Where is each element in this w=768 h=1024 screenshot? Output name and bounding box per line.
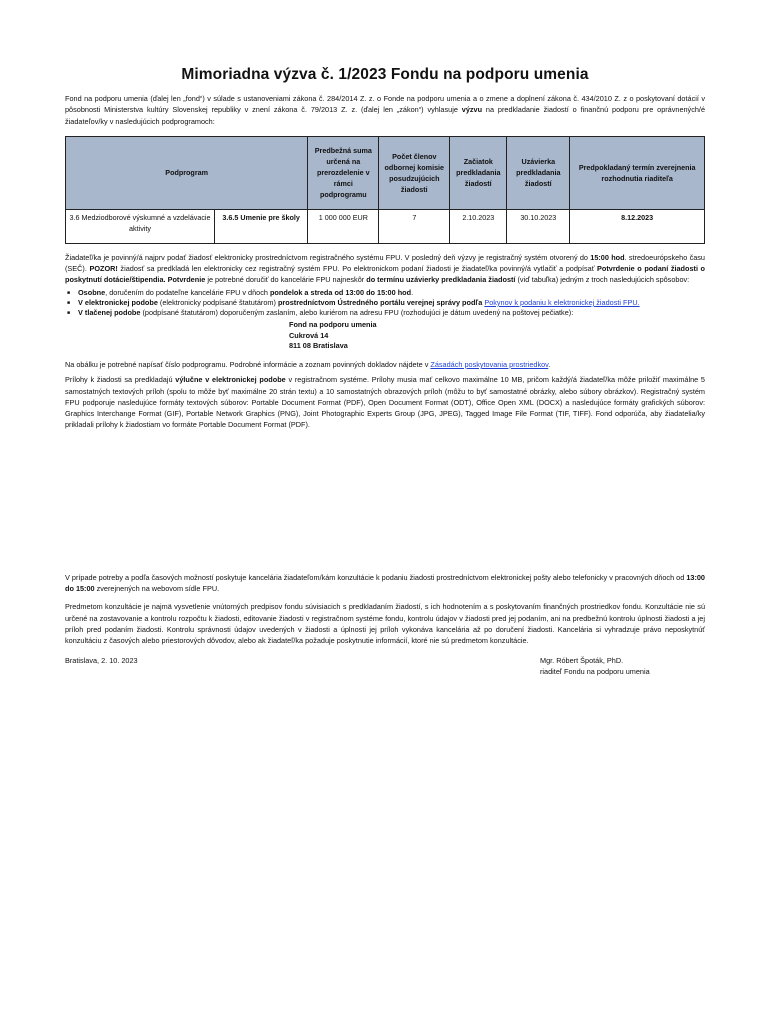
bullet-1-bold: Osobne [78, 287, 106, 297]
header-decision: Predpokladaný termín zverejnenia rozhodnutia riaditeľa [570, 136, 705, 209]
rules-link[interactable]: Zásadách poskytovania prostriedkov [430, 360, 549, 369]
header-start: Začiatok predkladania žiadostí [450, 136, 507, 209]
address-line-2: Cukrová 14 [289, 330, 329, 340]
bullet-2-portal: prostredníctvom Ústredného portálu verejnej správy podľa [277, 297, 485, 307]
attachments-paragraph [65, 374, 705, 430]
cell-start: 2.10.2023 [450, 209, 507, 243]
cell-subprogram: 3.6.5 Umenie pre školy [215, 209, 308, 243]
p3-text-2: v registračnom systéme. Prílohy musia mať celkovo maximálne 10 MB, pričom každý/á žiadateľ/ka môže priložiť maximálne 5 samostatných textových príloh (spolu to môže byť maximálne 20 strán textu) a 10 samostatných obrazových príloh (môžu to byť samostatné obrázky, alebo súbory obrázkov). Registračný systém FPU podporuje nasledujúce formáty textových súborov: Portable Document Format (PDF), Open Document Format (ODT), Office Open XML (DOCX) a nasledujúce formáty grafických súborov: Graphics Interchange Format (GIF), Portable Network Graphics (PNG), Joint Photographic Experts Group (JPG, JPEG), Tagged Image File Format (TIF, TIFF). Fond odporúča, aby žiadatelia/ky prikladali prílohy k žiadostiam vo formáte Portable Document Format (PDF). [65, 375, 705, 430]
bullet-1-end: . [411, 287, 414, 297]
cell-members: 7 [379, 209, 450, 243]
p4-bold-hours: 13:00 do 15:00 [65, 572, 705, 594]
cell-amount: 1 000 000 EUR [308, 209, 379, 243]
p1-text-2: . stredoeurópskeho času (SEČ). [65, 252, 705, 274]
page-title: Mimoriadna výzva č. 1/2023 Fondu na podporu umenia [181, 66, 589, 83]
envelope-paragraph [65, 359, 705, 370]
bullet-3-bold: V tlačenej podobe [78, 308, 141, 318]
p1-text-4: je potrebné doručiť do kancelárie FPU najneskôr [205, 275, 367, 285]
bullet-3-text: (podpísané štatutárom) doporučeným zaslaním, alebo kuriérom na adresu FPU (rozhodujúci je dátum uvedený na poštovej pečiatke): [140, 308, 574, 318]
address-line-1: Fond na podporu umenia [289, 320, 377, 330]
p3-text: Prílohy k žiadosti sa predkladajú [65, 375, 176, 385]
cell-program: 3.6 Medziodborové výskumné a vzdelávacie aktivity [66, 209, 215, 243]
signatory [540, 655, 650, 677]
list-item [78, 288, 705, 298]
p2-end: . [548, 360, 551, 369]
submission-paragraph [65, 252, 705, 286]
table-header-row [66, 136, 705, 209]
consultation-scope-paragraph: Predmetom konzultácie je najmä vysvetlenie vnútorných predpisov fondu súvisiacich s predkladaním žiadostí, s ich hodnotením a s poskytovaním finančných prostriedkov fondu. Konzultácie nie sú určené na zostavovanie a kontrolu rozpočtu k žiadosti, editovanie žiadosti v registračnom systéme fondu, kontrolu údajov v žiadosti pred jej podaním, ani na predbežnú kontrolu úplnosti žiadosti a jej príloh pred podaním žiadosti. Kontrolu správnosti údajov uvedených v žiadosti a úplnosti jej príloh vykonáva kancelária až po doručení žiadosti. Kancelária si vyhradzuje právo neposkytnúť konzultáciu z časových alebo priestorových dôvodov, alebo ak žiadateľ/ka požaduje poskytnutie informácií, ktoré nie sú predmetom konzultácie. [65, 602, 705, 646]
intro-paragraph [65, 93, 705, 127]
bullet-2-text: (elektronicky podpísané štatutárom) [157, 297, 278, 307]
consultation-paragraph [65, 572, 705, 595]
place-date: Bratislava, 2. 10. 2023 [65, 655, 138, 665]
signatory-role: riaditeľ Fondu na podporu umenia [540, 666, 650, 676]
header-deadline: Uzávierka predkladania žiadostí [507, 136, 570, 209]
cell-deadline: 30.10.2023 [507, 209, 570, 243]
p4-text-2: zverejnených na webovom sídle FPU. [94, 584, 220, 594]
intro-text-end: na predkladanie žiadostí o finančnú podporu pre oprávnených/é žiadateľov/ky v nasledujúcich podprogramoch: [65, 105, 705, 126]
signature-block [65, 655, 705, 695]
p1-bold-confirmation: Potvrdenie o podaní žiadosti o poskytnutí dotácie/štipendia. Potvrdenie [65, 264, 706, 285]
table-row [66, 209, 705, 243]
p4-text: V prípade potreby a podľa časových možností poskytuje kancelária žiadateľom/kám konzultácie k podaniu žiadosti prostredníctvom elektronickej pošty alebo telefonicky v pracovných dňoch od [65, 572, 687, 582]
p3-bold: výlučne v elektronickej podobe [175, 375, 286, 385]
p1-bold-deadline: do termínu uzávierky predkladania žiadostí [366, 275, 516, 285]
list-item [78, 308, 705, 318]
subprogram-table [65, 136, 705, 244]
header-podprogram: Podprogram [66, 136, 308, 209]
header-members: Počet členov odbornej komisie posudzujúcich žiadosti [379, 136, 450, 209]
cell-decision: 8.12.2023 [570, 209, 705, 243]
bullet-2-bold: V elektronickej podobe [78, 297, 158, 307]
instructions-link[interactable]: Pokynov k podaniu k elektronickej žiadosti FPU. [484, 297, 640, 307]
postal-address [289, 320, 705, 351]
p1-bold-time: 15:00 hod [590, 252, 625, 262]
p1-text: Žiadateľ/ka je povinný/á najprv podať žiadosť elektronicky prostredníctvom registračného systému FPU. V posledný deň výzvy je registračný systém otvorený do [65, 252, 591, 262]
bullet-1-text: , doručením do podateľne kancelárie FPU v dňoch [105, 287, 270, 297]
intro-bold: výzvu [461, 105, 483, 115]
header-amount: Predbežná suma určená na prerozdelenie v rámci podprogramu [308, 136, 379, 209]
p1-bold-warning: POZOR! [89, 264, 118, 274]
intro-text: Fond na podporu umenia (ďalej len „fond“) v súlade s ustanoveniami zákona č. 284/2014 Z. z. o Fonde na podporu umenia a o zmene a doplnení zákona č. 434/2010 Z. z o poskytovaní dotácií v pôsobnosti Ministerstva kultúry Slovenskej republiky v znení zákona č. 79/2013 Z. z. (ďalej len „zákon“) vyhlasuje [65, 94, 705, 115]
delivery-methods-list [65, 288, 705, 319]
signatory-name: Mgr. Róbert Špoták, PhD. [540, 655, 624, 665]
list-item [78, 298, 705, 308]
p1-text-3: žiadosť sa predkladá len elektronicky cez registračný systém FPU. Po elektronickom podaní žiadosti je žiadateľ/ka povinný/á vytlačiť a podpísať [117, 264, 598, 274]
bullet-1-hours: pondelok a streda od 13:00 do 15:00 hod [269, 287, 412, 297]
address-line-3: 811 08 Bratislava [289, 340, 348, 350]
p2-text: Na obálku je potrebné napísať číslo podprogramu. Podrobné informácie a zoznam povinných dokladov nájdete v [65, 360, 431, 369]
p1-text-5: (viď tabuľka) jedným z troch nasledujúcich spôsobov: [515, 275, 690, 285]
